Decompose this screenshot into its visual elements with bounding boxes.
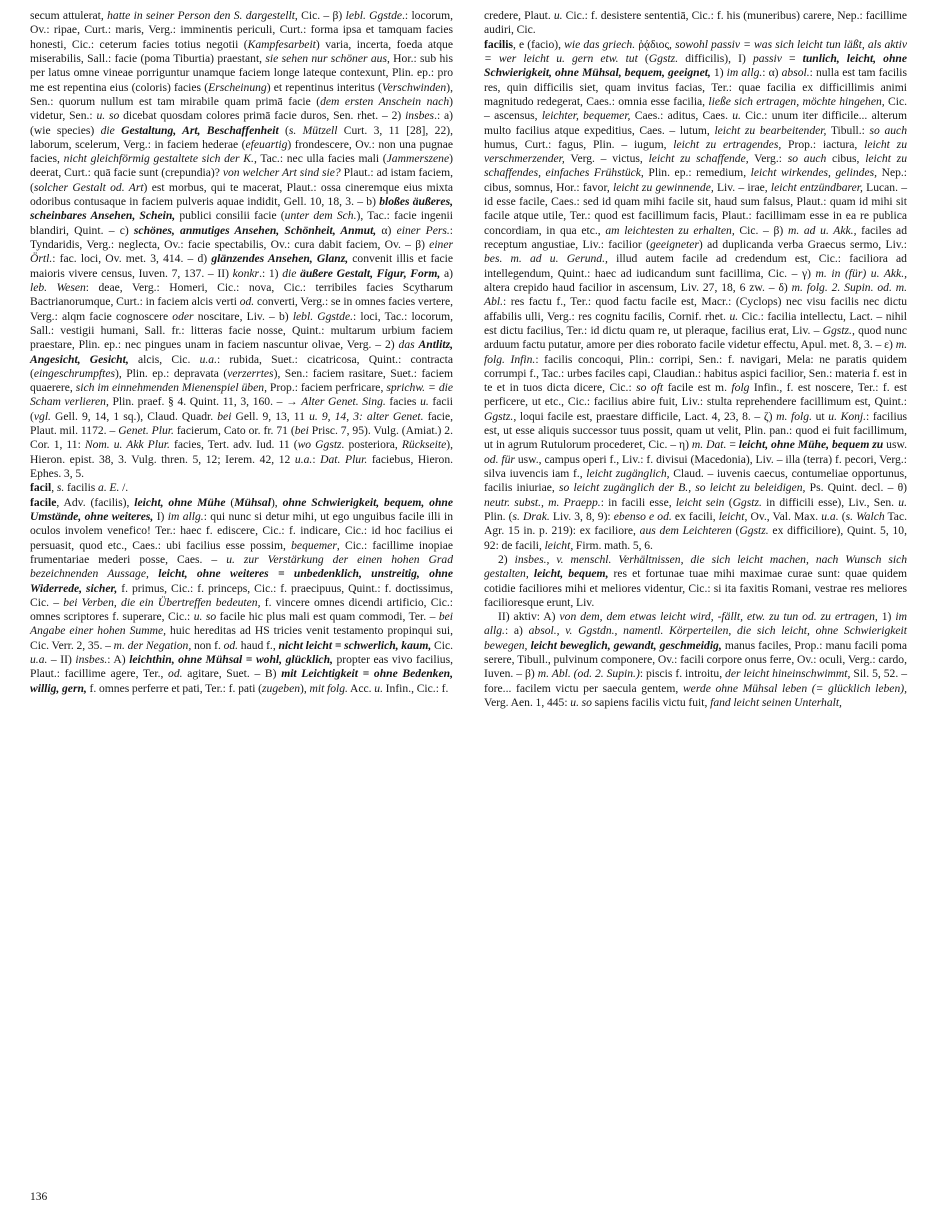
right-column: [484, 9, 907, 710]
dictionary-paragraph: credere, Plaut. u. Cic.: f. desistere sententiā, Cic.: f. his (muneribus) carere, Nep.: facillime audiri, Cic.: [484, 9, 907, 37]
dictionary-paragraph: 2) insbes., v. menschl. Verhältnissen, die sich leicht machen, nach Wunsch sich gestalten, leicht, bequem, res et fortunae tuae mihi maximae curae sunt: quae quidem cotidie faciliores mihi et meliores videntur, Cic.: si ita faxitis Romani, vestrae res meliores facilioresque erunt, Liv.: [484, 552, 908, 609]
left-column: [30, 9, 453, 710]
dictionary-paragraph: facile, Adv. (facilis), leicht, ohne Mühe (Mühsal), ohne Schwierigkeit, bequem, ohne Umstände, ohne weiteres, I) im allg.: qui nunc si detur mihi, ut ego unguibus facile illi in oculos involem venefico! Ter.: haec f. ediscere, Cic.: f. indicare, Cic.: id hoc facilius ei persuasit, quod etc., Caes.: ubi facilius esse possim, bequemer, Cic.: facillime inopiae frumentariae mederi posse, Caes. – u. zur Verstärkung der einen hohen Grad bezeichnenden Aussage, leicht, ohne weiteres = unbedenklich, unstreitig, ohne Widerrede, sicher, f. primus, Cic.: f. princeps, Cic.: f. praecipuus, Quint.: f. doctissimus, Cic. – bei Verben, die ein Übertreffen bedeuten, f. vincere omnes dicendi artificio, Cic.: omnes scriptores f. superare, Cic.: u. so facile hic plus mali est quam commodi, Ter. – bei Angabe einer hohen Summe, huic hereditas ad HS tricies venit testamento propinqui sui, Cic. Verr. 2, 35. – m. der Negation, non f. od. haud f., nicht leicht = schwerlich, kaum, Cic. u.a. – II) insbes.: A) leichthin, ohne Mühsal = wohl, glücklich, propter eas vivo facilius, Plaut.: facillime agere, Ter., od. agitare, Suet. – B) mit Leichtigkeit = ohne Bedenken, willig, gern, f. omnes perferre et pati, Ter.: f. pati (zugeben), mit folg. Acc. u. Infin., Cic.: f.: [30, 495, 454, 695]
dictionary-paragraph: II) aktiv: A) von dem, dem etwas leicht wird, -fällt, etw. zu tun od. zu ertragen, 1) im allg.: a) absol., v. Ggstdn., namentl. Körperteilen, die sich leicht, ohne Schwierigkeit bewegen, leicht beweglich, gewandt, geschmeidig, manus faciles, Prop.: manu facili poma serere, Tibull., pulvinum componere, Ov.: facili corpore onus ferre, Ov.: oculi, Verg.: cardo, Iuven. – β) m. Abl. (od. 2. Supin.): piscis f. introitu, der leicht hineinschwimmt, Sil. 5, 52. – fore... facilem victu per saecula gentem, werde ohne Mühsal leben (= glücklich leben), Verg. Aen. 1, 445: u. so sapiens facilis victu fuit, fand leicht seinen Unterhalt,: [484, 610, 908, 709]
dictionary-paragraph: secum attulerat, hatte in seiner Person den S. dargestellt, Cic. – β) lebl. Ggstde.: locorum, Ov.: ripae, Curt.: maris, Verg.: imminentis periculi, Curt.: forma ipsa et tamquam facies honesti, Cic.: ceterum facies totius negotii (Kampfesarbeit) varia, incerta, foeda atque miserabilis, Sall.: facie (poma Tiburtia) praestant, sie sehen nur schöner aus, Hor.: sub his per latus omne vineae porriguntur unamque faciem longe lateque contexunt, Plin. ep.: pro me est repentina eius (coloris) facies (Erscheinung) et repentinus interitus (Verschwinden), Sen.: quorum nullum est tam mirabile quam primā facie (dem ersten Anschein nach) videtur, Sen.: u. so dicebat quosdam colores primā facie duros, Sen. rhet. – 2) insbes.: a) (wie species) die Gestaltung, Art, Beschaffenheit (s. Mützell Curt. 3, 11 [28], 22), laborum, scelerum, Verg.: in faciem hederae (efeuartig) frondescere, Ov.: non una pugnae facies, nicht gleichförmig gestaltete sich der K., Tac.: nec ulla facies mali (Jammerszene) deerat, Curt.: quā facie sunt (crepundia)? von welcher Art sind sie? Plaut.: ad istam faciem, (solcher Gestalt od. Art) est morbus, qui te macerat, Plaut.: ossa cineremque eius mixta odoribus contusaque in faciem pulveris aquae indidit, Gell. 10, 18, 3. – b) bloßes äußeres, scheinbares Ansehen, Schein, publici consilii facie (unter dem Sch.), Tac.: facie ingenii blandiri, Quint. – c) schönes, anmutiges Ansehen, Schönheit, Anmut, α) einer Pers.: Tyndaridis, Verg.: neglecta, Ov.: facie spectabilis, Ov.: cura dabit faciem, Ov. – β) einer Örtl.: fac. loci, Ov. met. 3, 414. – d) glänzendes Ansehen, Glanz, convenit illis et facie maioris vivere census, Iuven. 7, 137. – II) konkr.: 1) die äußere Gestalt, Figur, Form, a) leb. Wesen: deae, Verg.: Homeri, Cic.: nova, Cic.: terribiles facies Scytharum Bactrianorumque, Curt.: in faciem alcis verti od. converti, Verg.: se in omnes facies vertere, Verg.: alqm facie cognoscere oder noscitare, Liv. – b) lebl. Ggstde.: loci, Tac.: locorum, Sall.: vestigii humani, Sall. fr.: litteras facie nosse, Quint.: multarum urbium faciem praestare, Plin. ep.: nec pingues unam in faciem nascuntur olivae, Verg. – 2) das Antlitz, Angesicht, Gesicht, alcis, Cic. u.a.: rubida, Suet.: cicatricosa, Quint.: contracta (eingeschrumpftes), Plin. ep.: depravata (verzerrtes), Sen.: faciem rasitare, Suet.: faciem quaerere, sich im einnehmenden Mienenspiel üben, Prop.: faciem perfricare, sprichw. = die Scham verlieren, Plin. praef. § 4. Quint. 11, 3, 160. – → Alter Genet. Sing. facies u. facii (vgl. Gell. 9, 14, 1 sq.), Claud. Quadr. bei Gell. 9, 13, 11 u. 9, 14, 3: alter Genet. facie, Plaut. mil. 1172. – Genet. Plur. facierum, Cato or. fr. 71 (bei Prisc. 7, 95). Vulg. (Amiat.) 2. Cor. 1, 11: Nom. u. Akk Plur. facies, Tert. adv. Iud. 11 (wo Ggstz. posteriora, Rückseite), Hieron. epist. 38, 3. Vulg. thren. 5, 12; Ierem. 42, 12 u.a.: Dat. Plur. faciebus, Hieron. Ephes. 3, 5.: [30, 9, 454, 480]
text-columns: [30, 9, 907, 710]
page-number: 136: [30, 1191, 48, 1203]
dictionary-paragraph: facilis, e (facio), wie das griech. ῥᾴδιος, sowohl passiv = was sich leicht tun läßt, als aktiv = wer leicht u. gern etw. tut (Ggstz. difficilis), I) passiv = tunlich, leicht, ohne Schwierigkeit, ohne Mühsal, bequem, geeignet, 1) im allg.: α) absol.: nulla est tam facilis res, quin difficilis siet, quam invitus facias, Ter.: quae facilia ex difficillimis animi magnitudo redegerat, Caes.: omnia esse facilia, ließe sich ertragen, möchte hingehen, Cic. – ascensus, leichter, bequemer, Caes.: aditus, Caes. u. Cic.: unum iter difficile... alterum multo facilius atque expeditius, Caes. – lutum, leicht zu bearbeitender, Tibull.: so auch humus, Curt.: fagus, Plin. – iugum, leicht zu ertragendes, Prop.: iactura, leicht zu verschmerzender, Verg. – victus, leicht zu schaffende, Verg.: so auch cibus, leicht zu schaffendes, einfaches Frühstück, Plin. ep.: remedium, leicht wirkendes, gelindes, Nep.: cibus, somnus, Hor.: favor, leicht zu gewinnende, Liv. – irae, leicht entzündbarer, Lucan. – id esse facile, Caes.: sed id quam mihi facile sit, haud sum falsus, Plaut.: quam id mihi sit facile atque utile, Ter.: quod est facillimum facis, Plaut.: facillimam esse in ea re publica concordiam, in qua etc., am leichtesten zu erhalten, Cic. – β) m. ad u. Akk., faciles ad receptum angustiae, Liv.: facilior (geeigneter) ad duplicanda verba Graecus sermo, Liv.: bes. m. ad u. Gerund., illud autem facile ad credendum est, Cic.: faciliora ad intellegendum, Quint.: haec ad iudicandum sunt facillima, Cic. – γ) m. in (für) u. Akk., altera crepido haud facilior in ascensum, Liv. 27, 18, 6 zw. – δ) m. folg. 2. Supin. od. m. Abl.: res factu f., Ter.: quod factu facile est, Macr.: (Cyclops) nec visu facilis nec dictu affabilis ulli, Verg.: res cognitu facilis, Cornif. rhet. u. Cic.: facilia intellectu, Lact. – nihil est dictu facilius, Ter.: id dictu quam re, ut pleraque, facilius erat, Liv. – Ggstz., quod nunc arduum factu putatur, amore per dies roborato facile videtur effectu, Apul. met. 8, 3. – ε) m. folg. Infin.: facilis concoqui, Plin.: corripi, Sen.: f. navigari, Mela: ne paratis quidem corrumpi f., Tac.: urbes faciles capi, Claudian.: habitus aspici facilior, Sen.: materia f. est in te et in tuos dicta dicere, Cic.: so oft facile est m. folg Infin., f. est noscere, Ter.: f. est perficere, ut etc., Cic.: facilius abire fuit, Liv.: stulta reprehendere facillimum est, Quint.: Ggstz., loqui facile est, praestare difficile, Lact. 4, 23, 8. – ζ) m. folg. ut u. Konj.: facilius est, ut esse aliquis successor tuus possit, quam ut velit, Plin. pan.: quod ei fuit facillimum, ut in agrum Rutulorum procederet, Cic. – η) m. Dat. = leicht, ohne Mühe, bequem zu usw. od. für usw., campus operi f., Liv.: f. divisui (Macedonia), Liv. – illa (terra) f. pecori, Verg.: silva iuvencis iam f., leicht zugänglich, Claud. – iuvenis caecus, contumeliae opportunus, facilis iniuriae, so leicht zugänglich der B., so leicht zu beleidigen, Ps. Quint. decl. – θ) neutr. subst., m. Praepp.: in facili esse, leicht sein (Ggstz. in difficili esse), Liv., Sen. u. Plin. (s. Drak. Liv. 3, 8, 9): ebenso e od. ex facili, leicht, Ov., Val. Max. u.a. (s. Walch Tac. Agr. 15 in. p. 219): ex faciliore, aus dem Leichteren (Ggstz. ex difficiliore), Quint. 5, 10, 92: de facili, leicht, Firm. math. 5, 6.: [484, 37, 908, 552]
dictionary-paragraph: facil, s. facilis a. E. /.: [30, 481, 129, 495]
